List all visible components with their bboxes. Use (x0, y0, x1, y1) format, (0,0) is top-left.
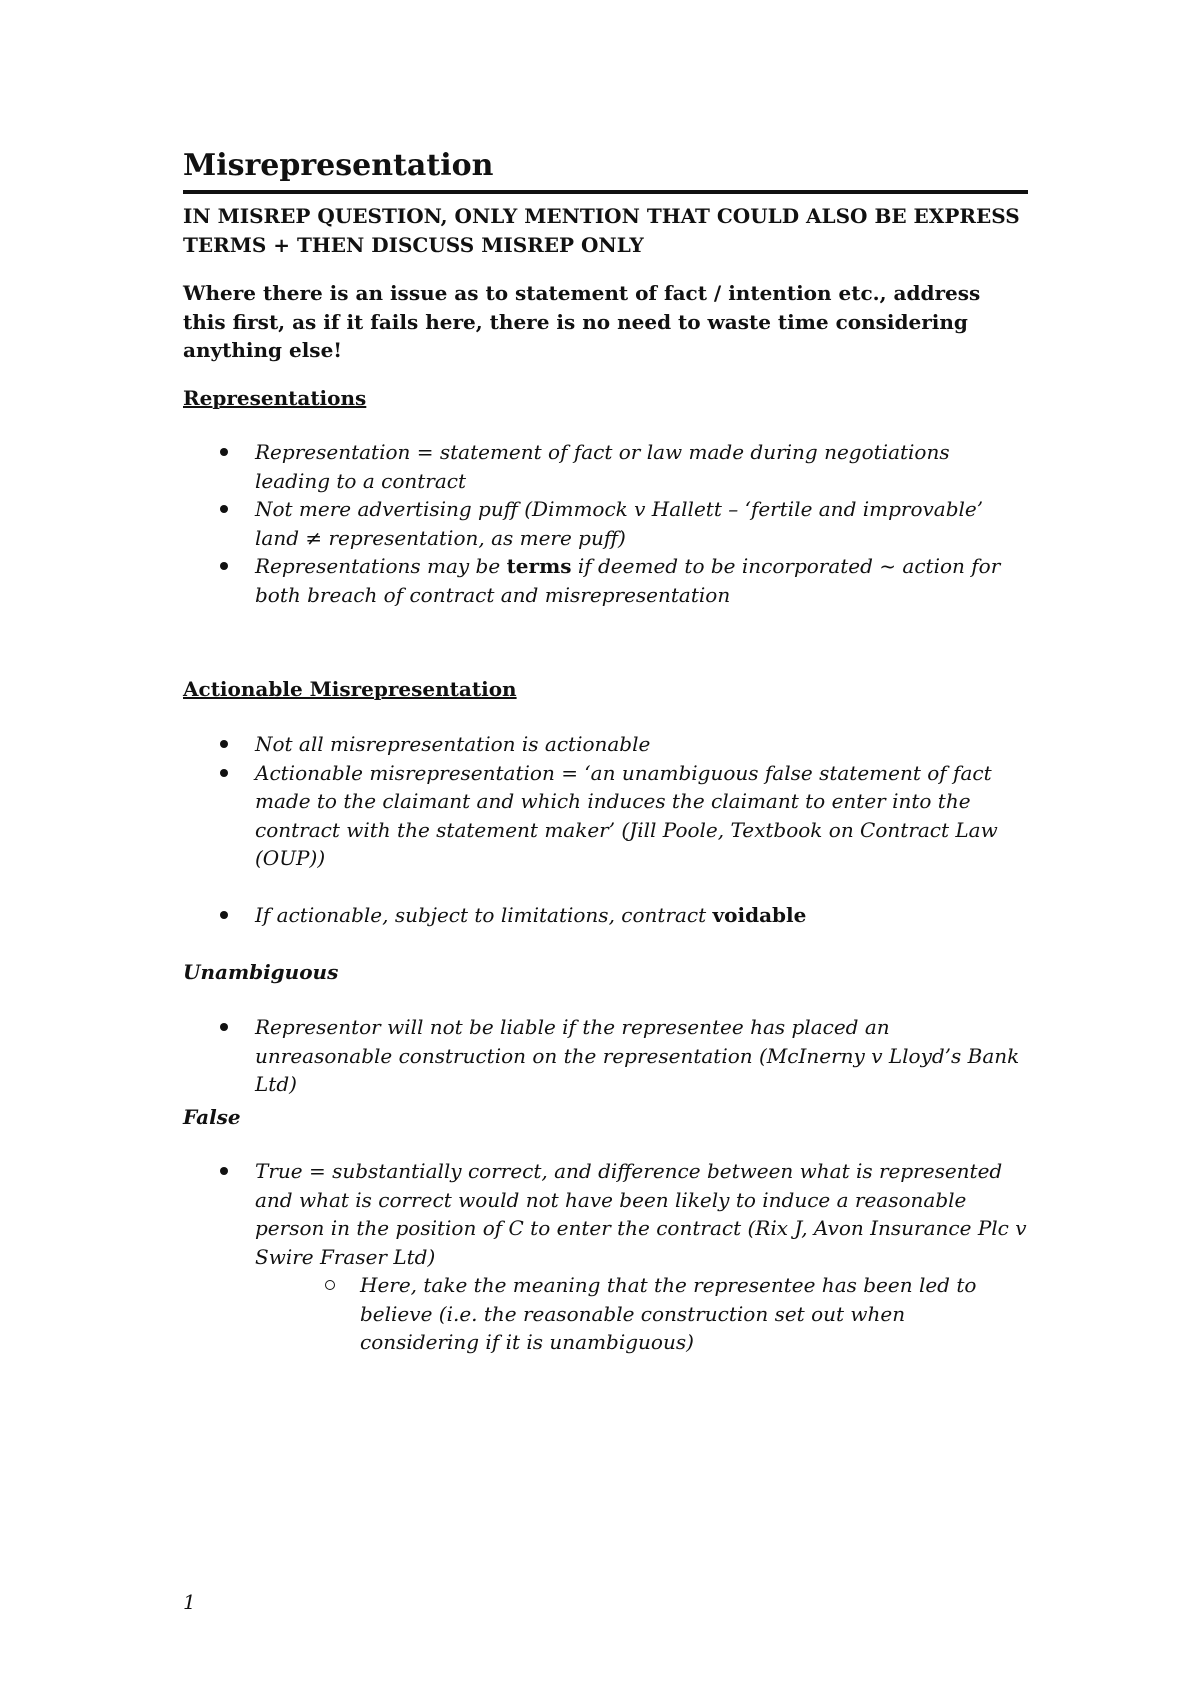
bullet-icon (220, 448, 228, 456)
advice-paragraph: Where there is an issue as to statement of fact / intention etc., address this first, as if it fails here, there is no need to waste time considering anything else! (183, 281, 981, 362)
bullet-icon (220, 769, 228, 777)
sub-list-item: Here, take the meaning that the representee has been led to believe (i.e. the reasonable construction set out when considering if it is unambiguous) (325, 1271, 1028, 1357)
false-sub-list (325, 1271, 1028, 1357)
heading-unambiguous: Unambiguous (183, 960, 339, 984)
intro-line: IN MISREP QUESTION, ONLY MENTION THAT COULD ALSO BE EXPRESS TERMS + THEN DISCUSS MISREP ONLY (183, 204, 1020, 257)
unambiguous-list (220, 1013, 1028, 1099)
actionable-list (220, 730, 1028, 873)
bullet-icon (220, 562, 228, 570)
list-item: True = substantially correct, and difference between what is represented and what is correct would not have been likely to induce a reasonable person in the position of C to enter the contract (Rix J, Avon Insurance Plc v Swire Fraser Ltd) Here, take the meaning that the representee has been led to believe (i.e. the reasonable construction set out when considering if it is unambiguous) (220, 1157, 1028, 1357)
list-item: Not mere advertising puff (Dimmock v Hallett – ‘fertile and improvable’ land ≠ representation, as mere puff) (220, 495, 1028, 552)
bullet-icon (220, 1167, 228, 1175)
list-item: Representor will not be liable if the representee has placed an unreasonable construction on the representation (McInerny v Lloyd’s Bank Ltd) (220, 1013, 1028, 1099)
representations-list (220, 438, 1028, 609)
list-item: Representations may be terms if deemed to be incorporated ~ action for both breach of contract and misrepresentation (220, 552, 1028, 609)
heading-actionable-misrepresentation: Actionable Misrepresentation (183, 677, 517, 701)
page-title: Misrepresentation (183, 146, 1028, 194)
hollow-bullet-icon (325, 1280, 335, 1290)
list-item: Actionable misrepresentation = ‘an unambiguous false statement of fact made to the claimant and which induces the claimant to enter into the contract with the statement maker’ (Jill Poole, Textbook on Contract Law (OUP)) (220, 759, 1028, 873)
heading-false: False (183, 1105, 241, 1129)
bullet-icon (220, 740, 228, 748)
list-item: Representation = statement of fact or law made during negotiations leading to a contract (220, 438, 1028, 495)
heading-representations: Representations (183, 386, 367, 410)
false-list (220, 1157, 1028, 1357)
page-number: 1 (183, 1590, 196, 1614)
bullet-icon (220, 1023, 228, 1031)
bullet-icon (220, 505, 228, 513)
actionable-list-2 (220, 901, 1028, 930)
bullet-icon (220, 911, 228, 919)
list-item: If actionable, subject to limitations, contract voidable (220, 901, 1028, 930)
list-item: Not all misrepresentation is actionable (220, 730, 1028, 759)
